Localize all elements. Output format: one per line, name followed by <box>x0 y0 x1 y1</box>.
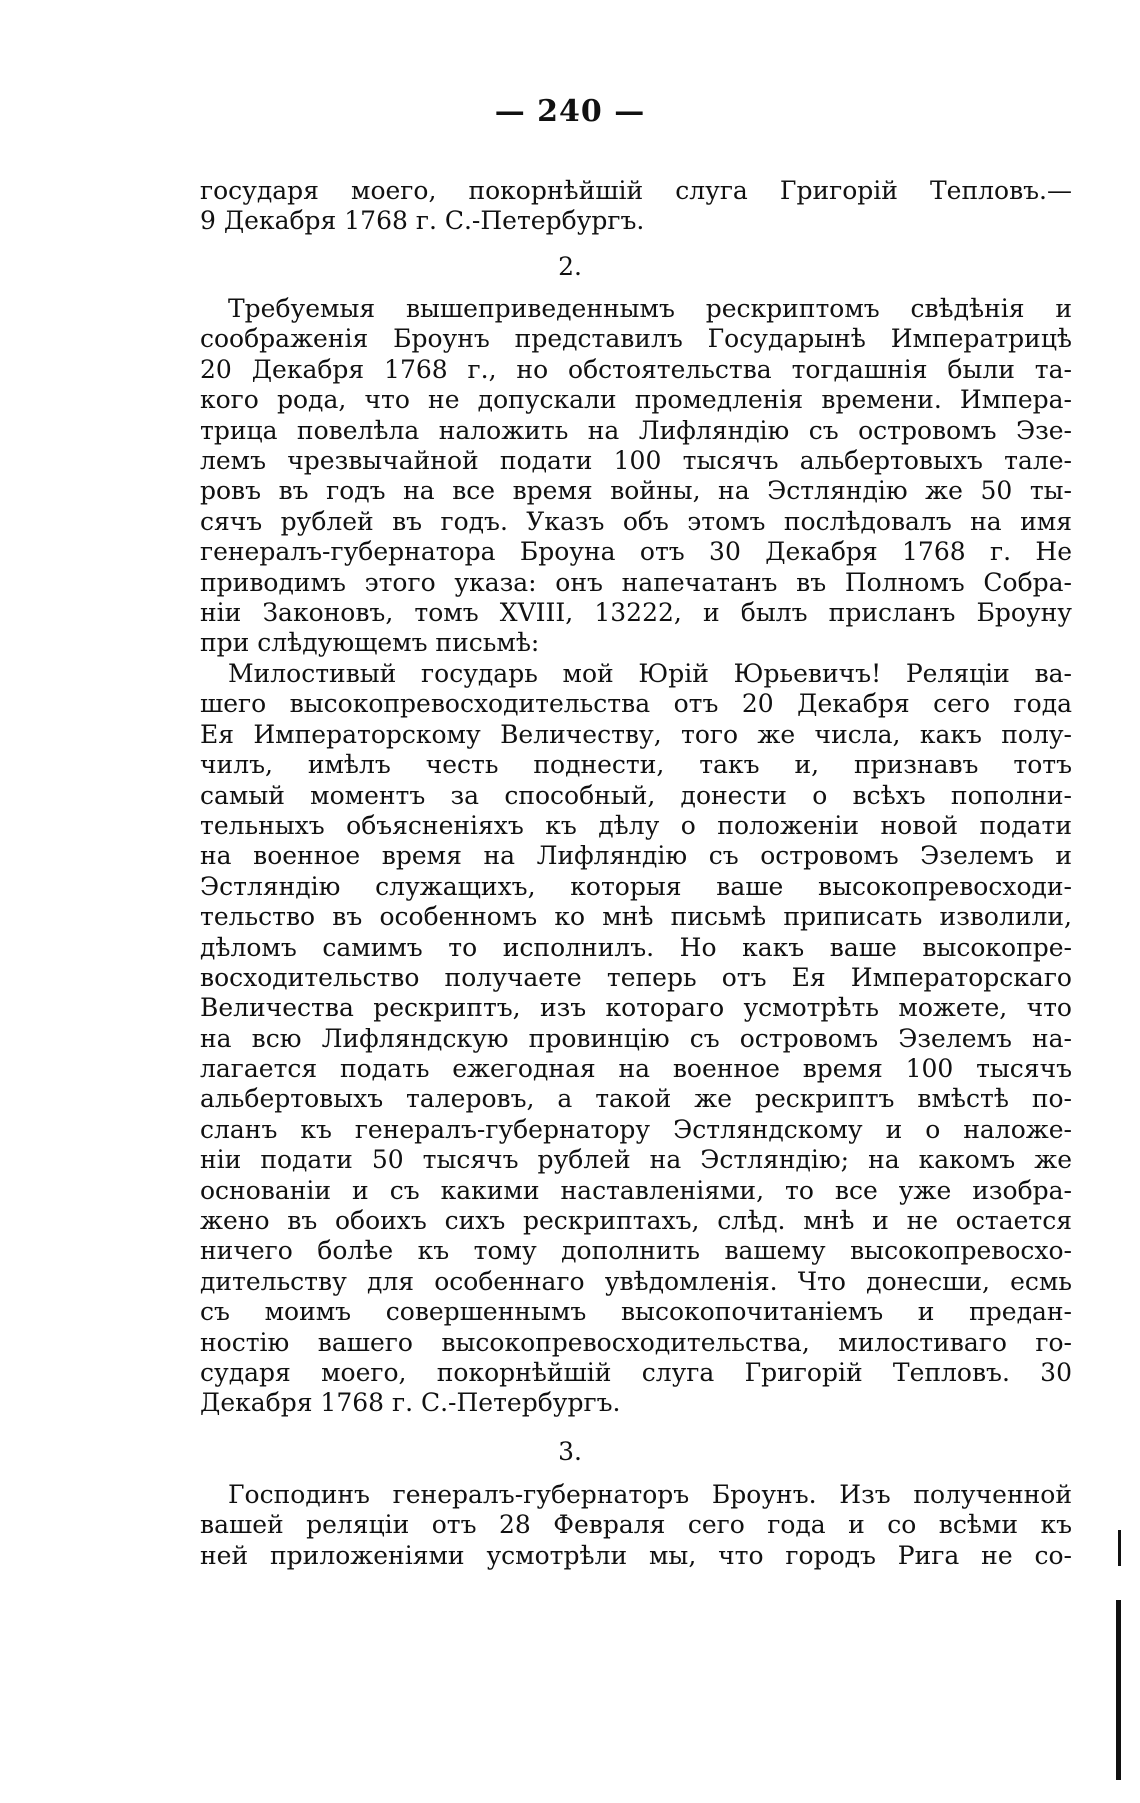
text-line: шего высокопревосходительства отъ 20 Декабря сего года <box>200 689 1072 719</box>
text-line: Эстляндію служащихъ, которыя ваше высокопревосходи- <box>200 871 1072 901</box>
text-line: соображенія Броунъ представилъ Государынѣ Императрицѣ <box>200 324 1072 354</box>
text-line: на военное время на Лифляндію съ островомъ Эзелемъ и <box>200 841 1072 871</box>
text-line: Ея Императорскому Величеству, того же числа, какъ полу- <box>200 719 1072 749</box>
section-number-3: 3. <box>558 1437 582 1466</box>
text-line: дѣломъ самимъ то исполнилъ. Но какъ ваше высокопре- <box>200 932 1072 962</box>
text-line: вашей реляціи отъ 28 Февраля сего года и со всѣми къ <box>200 1510 1072 1540</box>
text-line: тельство въ особенномъ ко мнѣ письмѣ приписать изволили, <box>200 902 1072 932</box>
text-line: чилъ, имѣлъ честь поднести, такъ и, признавъ тотъ <box>200 750 1072 780</box>
text-line: Величества рескриптъ, изъ котораго усмотрѣть можете, что <box>200 993 1072 1023</box>
text-line: приводимъ этого указа: онъ напечатанъ въ Полномъ Собра- <box>200 567 1072 597</box>
text-line: трица повелѣла наложить на Лифляндію съ островомъ Эзе- <box>200 415 1072 445</box>
text-line: Требуемыя вышеприведеннымъ рескриптомъ свѣдѣнія и <box>228 294 1072 323</box>
text-line: кого рода, что не допускали промедленія времени. Импера- <box>200 385 1072 415</box>
text-line: основаніи и съ какими наставленіями, то все уже изобра- <box>200 1175 1072 1205</box>
text-line: сланъ къ генералъ-губернатору Эстляндскому и о наложе- <box>200 1114 1072 1144</box>
text-line: жено въ обоихъ сихъ рескриптахъ, слѣд. мнѣ и не остается <box>200 1206 1072 1236</box>
text-line: на всю Лифляндскую провинцію съ островомъ Эзелемъ на- <box>200 1023 1072 1053</box>
text-line: сячъ рублей въ годъ. Указъ объ этомъ послѣдовалъ на имя <box>200 506 1072 536</box>
section-number-2: 2. <box>558 252 582 281</box>
text-line: при слѣдующемъ письмѣ: <box>200 628 540 658</box>
page-number-header: — 240 — <box>494 94 646 129</box>
letter-text-block <box>200 659 1072 1419</box>
text-line: сударя моего, покорнѣйшій слуга Григорій Тепловъ. 30 <box>200 1357 1072 1387</box>
intro-text-block <box>200 176 1072 237</box>
text-line: лемъ чрезвычайной подати 100 тысячъ альбертовыхъ тале- <box>200 445 1072 475</box>
text-line: лагается подать ежегодная на военное время 100 тысячъ <box>200 1054 1072 1084</box>
text-line: ничего болѣе къ тому дополнить вашему высокопревосхо- <box>200 1236 1072 1266</box>
text-line: ностію вашего высокопревосходительства, милостиваго го- <box>200 1327 1072 1357</box>
text-line: самый моментъ за способный, донести о всѣхъ пополни- <box>200 780 1072 810</box>
text-line: ніи подати 50 тысячъ рублей на Эстляндію; на какомъ же <box>200 1145 1072 1175</box>
margin-scan-bar <box>1116 1600 1121 1780</box>
text-line: альбертовыхъ талеровъ, а такой же рескриптъ вмѣстѣ по- <box>200 1084 1072 1114</box>
text-line: съ моимъ совершеннымъ высокопочитаніемъ и предан- <box>200 1297 1072 1327</box>
text-line: ровъ въ годъ на все время войны, на Эстляндію же 50 ты- <box>200 476 1072 506</box>
text-line: Декабря 1768 г. С.-Петербургъ. <box>200 1388 621 1418</box>
text-line: Господинъ генералъ-губернаторъ Броунъ. Изъ полученной <box>228 1480 1072 1509</box>
section-2-paragraph <box>200 294 1072 659</box>
section-3-paragraph <box>200 1480 1072 1571</box>
text-line: 20 Декабря 1768 г., но обстоятельства тогдашнія были та- <box>200 354 1072 384</box>
text-line: тельныхъ объясненіяхъ къ дѣлу о положеніи новой подати <box>200 810 1072 840</box>
margin-scan-mark <box>1118 1530 1121 1566</box>
text-line: 9 Декабря 1768 г. С.-Петербургъ. <box>200 206 645 236</box>
text-line: восходительство получаете теперь отъ Ея Императорскаго <box>200 962 1072 992</box>
text-line: ней приложеніями усмотрѣли мы, что городъ Рига не со- <box>200 1540 1072 1570</box>
text-line: генералъ-губернатора Броуна отъ 30 Декабря 1768 г. Не <box>200 537 1072 567</box>
text-line: дительству для особеннаго увѣдомленія. Что донесши, есмь <box>200 1266 1072 1296</box>
text-line: государя моего, покорнѣйшій слуга Григорій Тепловъ.— <box>200 176 1072 205</box>
text-line: ніи Законовъ, томъ XVIII, 13222, и былъ присланъ Броуну <box>200 597 1072 627</box>
text-line: Милостивый государь мой Юрій Юрьевичъ! Реляціи ва- <box>228 659 1072 688</box>
